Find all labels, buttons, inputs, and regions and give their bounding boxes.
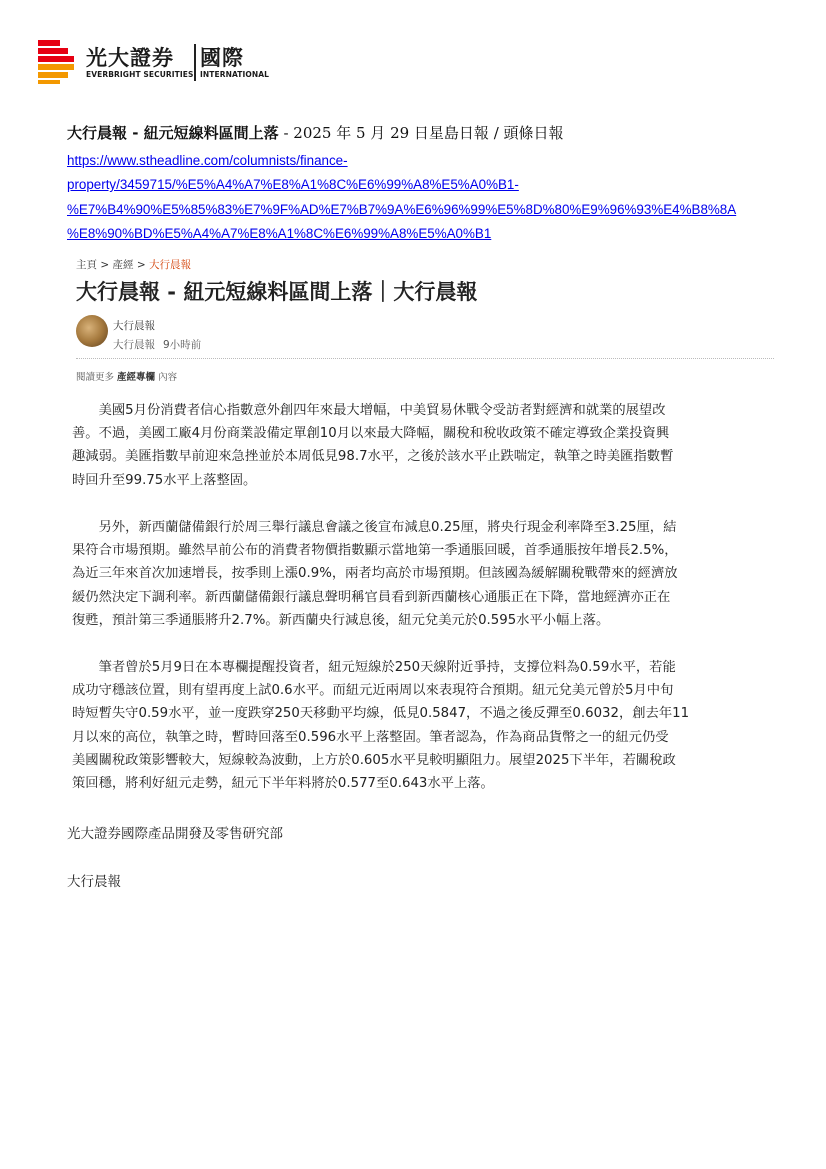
logo-name-en: EVERBRIGHT SECURITIES	[86, 70, 194, 79]
article-paragraph-1	[72, 399, 776, 492]
breadcrumb-current[interactable]: 大行晨報	[148, 259, 191, 271]
paragraph-line: 時回升至99.75水平上落整固。	[72, 472, 257, 488]
author-avatar	[76, 315, 108, 347]
headline-source: - 2025 年 5 月 29 日星島日報 / 頭條日報	[278, 124, 564, 142]
paragraph-line: 成功守穩該位置，則有望再度上試0.6水平。而紐元近兩周以來表現符合預期。紐元兌美元曾於5月中旬	[72, 683, 674, 699]
paragraph-line: 另外，新西蘭儲備銀行於周三舉行議息會議之後宣布減息0.25厘，將央行現金利率降至3.25厘，結	[72, 520, 677, 535]
paragraph-line: 策回穩，將利好紐元走勢，紐元下半年料將於0.577至0.643水平上落。	[72, 776, 494, 792]
paragraph-line: 為近三年來首次加速增長，按季則上漲0.9%，兩者均高於市場預期。但該國為緩解關稅戰帶來的經濟放	[72, 566, 678, 582]
byline-column: 大行晨報	[113, 339, 155, 351]
paragraph-line: 緩仍然決定下調利率。新西蘭儲備銀行議息聲明稱官員看到新西蘭核心通脹正在下降，當地經濟亦正在	[72, 589, 671, 605]
source-link-line[interactable]: https://www.stheadline.com/columnists/finance-	[67, 153, 348, 168]
breadcrumb-sep: >	[97, 259, 113, 271]
paragraph-line: 月以來的高位，執筆之時，暫時回落至0.596水平上落整固。筆者認為，作為商品貨幣之一的紐元仍受	[72, 729, 669, 745]
breadcrumb-sep: >	[133, 259, 149, 271]
report-headline	[67, 122, 564, 143]
logo-name-en-intl: INTERNATIONAL	[200, 70, 270, 79]
department-credit: 光大證券國際產品開發及零售研究部	[67, 826, 283, 842]
source-link-line[interactable]: %E8%90%BD%E5%A4%A7%E8%A1%8C%E6%99%A8%E5%A0%B1	[67, 225, 492, 241]
read-more-prefix: 閱讀更多	[76, 372, 118, 383]
source-link[interactable]	[67, 149, 767, 246]
read-more-tag[interactable]: 產經專欄	[117, 372, 156, 383]
divider	[76, 358, 774, 359]
breadcrumb-home[interactable]: 主頁	[76, 259, 97, 271]
publish-time: 9小時前	[163, 339, 202, 351]
article-paragraph-2	[72, 516, 776, 632]
paragraph-line: 時短暫失守0.59水平，並一度跌穿250天移動平均線，低見0.5847，不過之後反彈至0.6032，創去年11	[72, 706, 690, 722]
everbright-logo-icon	[38, 40, 76, 84]
breadcrumb-section[interactable]: 產經	[112, 259, 134, 271]
paragraph-line: 美國關稅政策影響較大，短線較為波動，上方於0.605水平見較明顯阻力。展望2025下半年，若關稅政	[72, 752, 676, 768]
column-signature: 大行晨報	[67, 874, 121, 890]
paragraph-line: 筆者曾於5月9日在本專欄提醒投資者，紐元短線於250天線附近爭持，支撐位料為0.59水平，若能	[72, 660, 676, 675]
source-link-line[interactable]: property/3459715/%E5%A4%A7%E8%A1%8C%E6%99%A8%E5%A0%B1-	[67, 177, 519, 193]
paragraph-line: 善。不過，美國工廠4月份商業設備定單創10月以來最大降幅，關稅和稅收政策不確定導致企業投資興	[72, 426, 670, 442]
read-more-suffix: 內容	[155, 372, 178, 383]
source-link-line[interactable]: %E7%B4%90%E5%85%83%E7%9F%AD%E7%B7%9A%E6%96%99%E5%8D%80%E9%96%93%E4%B8%8A	[67, 201, 737, 217]
paragraph-line: 果符合市場預期。雖然早前公布的消費者物價指數顯示當地第一季通脹回暖，首季通脹按年增長2.5%，	[72, 543, 678, 559]
paragraph-line: 美國5月份消費者信心指數意外創四年來最大增幅，中美貿易休戰令受訪者對經濟和就業的展望改	[72, 403, 666, 418]
logo-divider	[194, 44, 196, 81]
article-paragraph-3	[72, 656, 776, 795]
headline-title: 大行晨報 - 紐元短線料區間上落	[67, 124, 279, 142]
paragraph-line: 趣減弱。美匯指數早前迎來急挫並於本周低見98.7水平，之後於該水平止跌喘定，執筆之時美匯指數暫	[72, 449, 674, 465]
read-more	[76, 369, 177, 383]
article-byline	[113, 337, 201, 352]
logo-name-cn: 光大證券	[86, 46, 174, 70]
paragraph-line: 復甦，預計第三季通脹將升2.7%。新西蘭央行減息後，紐元兌美元於0.595水平小幅上落。	[72, 612, 610, 628]
author-name[interactable]: 大行晨報	[113, 320, 155, 332]
breadcrumb	[76, 257, 191, 272]
logo-name-cn-intl: 國際	[200, 46, 244, 70]
article-title: 大行晨報 - 紐元短線料區間上落｜大行晨報	[76, 280, 478, 304]
